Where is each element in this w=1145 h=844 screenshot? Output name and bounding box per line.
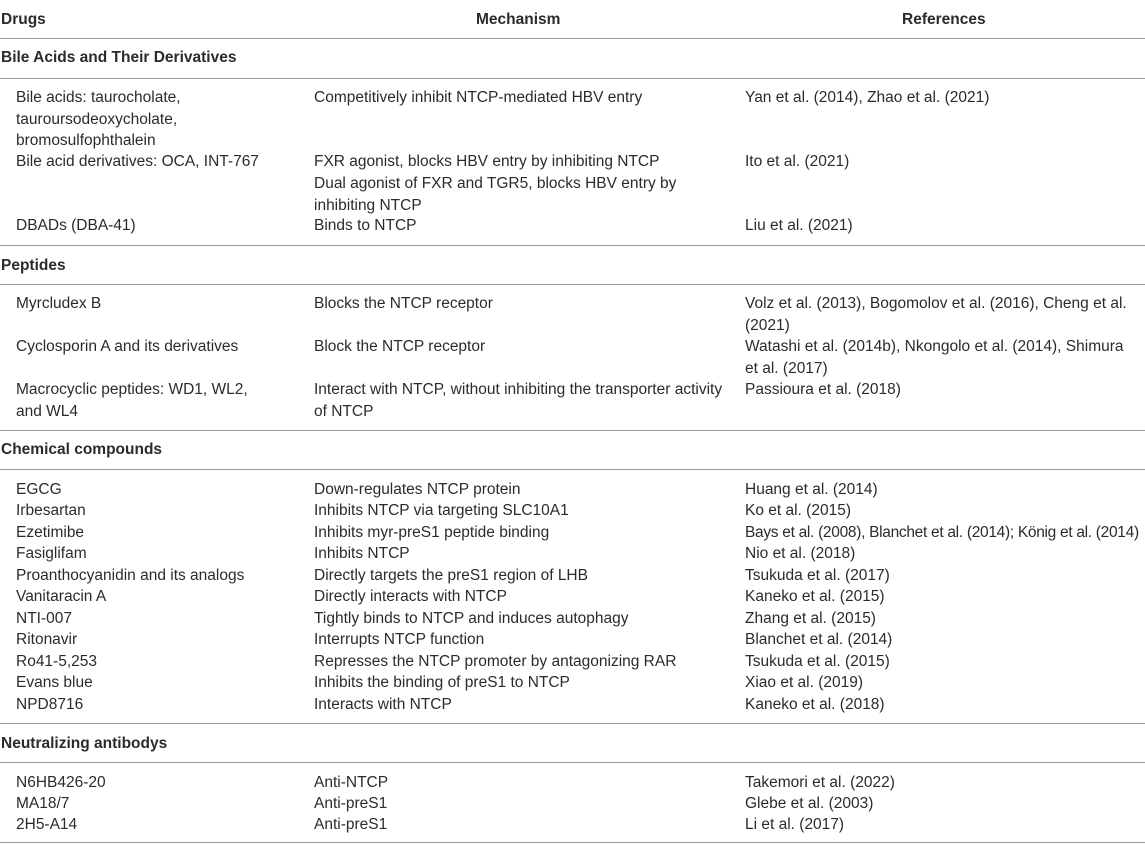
reference-cell: Zhang et al. (2015): [745, 610, 876, 627]
mechanism-cell: FXR agonist, blocks HBV entry by inhibiting NTCP: [314, 153, 660, 170]
reference-cell: Ito et al. (2021): [745, 153, 850, 170]
mechanism-cell: Directly targets the preS1 region of LHB: [314, 567, 588, 584]
drug-cell: Fasiglifam: [16, 545, 87, 562]
mechanism-cell: Block the NTCP receptor: [314, 338, 486, 355]
mechanism-cell: Anti-preS1: [314, 816, 388, 833]
reference-cell: Kaneko et al. (2018): [745, 696, 885, 713]
drug-cell: NPD8716: [16, 696, 84, 713]
divider: [0, 245, 1145, 246]
divider: [0, 38, 1145, 39]
mechanism-cell: Binds to NTCP: [314, 217, 417, 234]
mechanism-cell: Inhibits NTCP via targeting SLC10A1: [314, 502, 569, 519]
drug-cell: NTI-007: [16, 610, 72, 627]
drug-cell: Bile acids: taurocholate, tauroursodeoxycholate, bromosulfophthalein: [16, 89, 181, 149]
mechanism-cell: Interrupts NTCP function: [314, 631, 485, 648]
reference-cell: Bays et al. (2008), Blanchet et al. (2014); König et al. (2014): [745, 524, 1139, 541]
reference-cell: Tsukuda et al. (2017): [745, 567, 890, 584]
reference-cell: Nio et al. (2018): [745, 545, 856, 562]
header-mechanism: Mechanism: [476, 11, 561, 28]
divider: [0, 842, 1145, 843]
reference-cell: Glebe et al. (2003): [745, 795, 874, 812]
drug-cell: Bile acid derivatives: OCA, INT-767: [16, 153, 259, 170]
drug-cell: MA18/7: [16, 795, 70, 812]
reference-cell: Kaneko et al. (2015): [745, 588, 885, 605]
reference-cell: Ko et al. (2015): [745, 502, 851, 519]
section-title: Peptides: [1, 257, 66, 274]
divider: [0, 430, 1145, 431]
reference-cell: Volz et al. (2013), Bogomolov et al. (2016), Cheng et al. (2021): [745, 295, 1127, 334]
drug-cell: Ro41-5,253: [16, 653, 98, 670]
reference-cell: Yan et al. (2014), Zhao et al. (2021): [745, 89, 990, 106]
reference-cell: Takemori et al. (2022): [745, 774, 895, 791]
divider: [0, 762, 1145, 763]
drug-cell: Ezetimibe: [16, 524, 85, 541]
section-title: Chemical compounds: [1, 441, 163, 458]
drug-cell: DBADs (DBA-41): [16, 217, 136, 234]
drug-cell: Proanthocyanidin and its analogs: [16, 567, 245, 584]
reference-cell: Tsukuda et al. (2015): [745, 653, 890, 670]
drug-cell: Cyclosporin A and its derivatives: [16, 338, 239, 355]
divider: [0, 78, 1145, 79]
mechanism-cell: Competitively inhibit NTCP-mediated HBV entry: [314, 89, 643, 106]
drug-cell: Irbesartan: [16, 502, 86, 519]
mechanism-cell: Anti-NTCP: [314, 774, 389, 791]
table-header: [0, 0, 1145, 38]
mechanism-cell: Represses the NTCP promoter by antagonizing RAR: [314, 653, 677, 670]
header-references: References: [902, 11, 986, 28]
drug-cell: Ritonavir: [16, 631, 78, 648]
mechanism-cell: Interacts with NTCP: [314, 696, 452, 713]
mechanism-cell: Interact with NTCP, without inhibiting the transporter activity of NTCP: [314, 381, 723, 420]
reference-cell: Xiao et al. (2019): [745, 674, 864, 691]
mechanism-cell: Down-regulates NTCP protein: [314, 481, 521, 498]
section-title: Neutralizing antibodys: [1, 735, 168, 752]
divider: [0, 723, 1145, 724]
reference-cell: Passioura et al. (2018): [745, 381, 901, 398]
reference-cell: Blanchet et al. (2014): [745, 631, 893, 648]
drug-cell: Macrocyclic peptides: WD1, WL2, and WL4: [16, 381, 248, 420]
mechanism-cell: Inhibits the binding of preS1 to NTCP: [314, 674, 570, 691]
reference-cell: Liu et al. (2021): [745, 217, 853, 234]
drug-cell: N6HB426-20: [16, 774, 106, 791]
mechanism-cell: Blocks the NTCP receptor: [314, 295, 493, 312]
mechanism-cell: Anti-preS1: [314, 795, 388, 812]
drug-cell: Myrcludex B: [16, 295, 102, 312]
reference-cell: Huang et al. (2014): [745, 481, 878, 498]
reference-cell: Watashi et al. (2014b), Nkongolo et al. (2014), Shimura et al. (2017): [745, 338, 1124, 377]
drug-cell: 2H5-A14: [16, 816, 78, 833]
mechanism-cell: Directly interacts with NTCP: [314, 588, 507, 605]
section-title: Bile Acids and Their Derivatives: [1, 49, 237, 66]
header-drugs: Drugs: [1, 11, 46, 28]
drug-cell: Evans blue: [16, 674, 93, 691]
drug-cell: EGCG: [16, 481, 62, 498]
mechanism-cell: Tightly binds to NTCP and induces autophagy: [314, 610, 629, 627]
divider: [0, 469, 1145, 470]
mechanism-cell: Dual agonist of FXR and TGR5, blocks HBV entry by inhibiting NTCP: [314, 175, 677, 214]
drug-cell: Vanitaracin A: [16, 588, 107, 605]
reference-cell: Li et al. (2017): [745, 816, 845, 833]
mechanism-cell: Inhibits NTCP: [314, 545, 410, 562]
divider: [0, 284, 1145, 285]
mechanism-cell: Inhibits myr-preS1 peptide binding: [314, 524, 550, 541]
